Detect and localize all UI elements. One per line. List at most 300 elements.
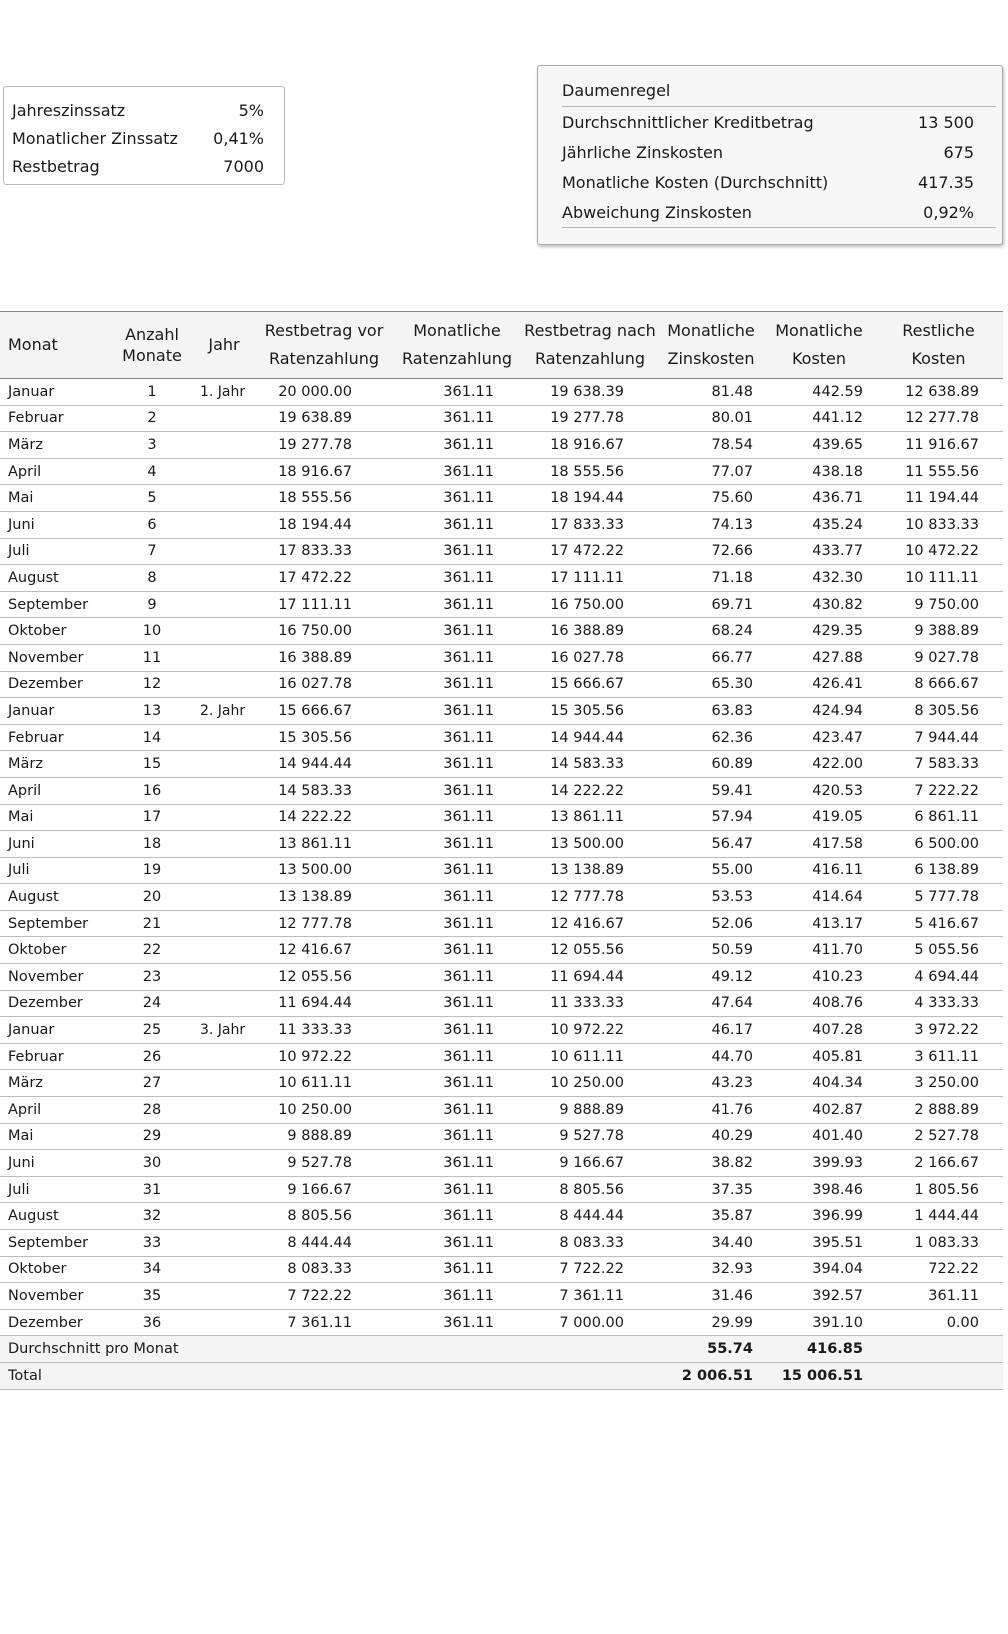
cell-installment: 361.11 bbox=[392, 591, 522, 618]
cell-balance-after: 11 694.44 bbox=[522, 964, 658, 991]
cell-count: 20 bbox=[112, 884, 192, 911]
param-label: Monatlicher Zinssatz bbox=[12, 129, 178, 148]
cell-remaining-cost: 6 138.89 bbox=[874, 857, 1003, 884]
summary-cost: 416.85 bbox=[764, 1336, 874, 1363]
cell-installment: 361.11 bbox=[392, 910, 522, 937]
cell-installment: 361.11 bbox=[392, 565, 522, 592]
cell-month: Juli bbox=[0, 538, 112, 565]
cell-interest: 32.93 bbox=[658, 1256, 764, 1283]
cell-remaining-cost: 8 305.56 bbox=[874, 698, 1003, 725]
table-row bbox=[0, 1150, 1003, 1177]
cell-balance-before: 10 611.11 bbox=[256, 1070, 392, 1097]
cell-count: 23 bbox=[112, 964, 192, 991]
cell-year bbox=[192, 724, 256, 751]
cell-balance-before: 11 333.33 bbox=[256, 1017, 392, 1044]
summary-label: Total bbox=[0, 1362, 658, 1389]
cell-interest: 75.60 bbox=[658, 485, 764, 512]
header-remaining-cost: Restliche Kosten bbox=[874, 312, 1003, 379]
table-row bbox=[0, 884, 1003, 911]
cell-year bbox=[192, 1256, 256, 1283]
cell-year bbox=[192, 831, 256, 858]
cell-monthly-cost: 407.28 bbox=[764, 1017, 874, 1044]
cell-remaining-cost: 2 166.67 bbox=[874, 1150, 1003, 1177]
cell-balance-after: 16 750.00 bbox=[522, 591, 658, 618]
summary-empty bbox=[874, 1362, 1003, 1389]
cell-month: Oktober bbox=[0, 618, 112, 645]
cell-balance-after: 10 972.22 bbox=[522, 1017, 658, 1044]
cell-month: September bbox=[0, 591, 112, 618]
cell-balance-before: 8 805.56 bbox=[256, 1203, 392, 1230]
cell-monthly-cost: 441.12 bbox=[764, 405, 874, 432]
cell-month: November bbox=[0, 964, 112, 991]
rule-value: 675 bbox=[943, 143, 974, 162]
cell-count: 29 bbox=[112, 1123, 192, 1150]
cell-interest: 34.40 bbox=[658, 1230, 764, 1257]
rule-row bbox=[562, 137, 996, 167]
cell-interest: 69.71 bbox=[658, 591, 764, 618]
table-row bbox=[0, 724, 1003, 751]
cell-balance-before: 15 305.56 bbox=[256, 724, 392, 751]
cell-balance-before: 13 861.11 bbox=[256, 831, 392, 858]
cell-monthly-cost: 416.11 bbox=[764, 857, 874, 884]
cell-month: Dezember bbox=[0, 990, 112, 1017]
cell-monthly-cost: 430.82 bbox=[764, 591, 874, 618]
rule-value: 13 500 bbox=[918, 113, 974, 132]
cell-balance-after: 8 444.44 bbox=[522, 1203, 658, 1230]
cell-monthly-cost: 424.94 bbox=[764, 698, 874, 725]
param-row-annual-rate bbox=[12, 97, 276, 125]
cell-count: 31 bbox=[112, 1176, 192, 1203]
cell-interest: 41.76 bbox=[658, 1097, 764, 1124]
cell-remaining-cost: 11 916.67 bbox=[874, 432, 1003, 459]
cell-count: 26 bbox=[112, 1043, 192, 1070]
cell-interest: 37.35 bbox=[658, 1176, 764, 1203]
table-row bbox=[0, 379, 1003, 406]
header-interest: Monatliche Zinskosten bbox=[658, 312, 764, 379]
cell-year bbox=[192, 1176, 256, 1203]
cell-year bbox=[192, 432, 256, 459]
cell-year: 3. Jahr bbox=[192, 1017, 256, 1044]
cell-month: November bbox=[0, 1283, 112, 1310]
cell-month: Februar bbox=[0, 1043, 112, 1070]
table-row bbox=[0, 1203, 1003, 1230]
cell-balance-after: 17 111.11 bbox=[522, 565, 658, 592]
cell-balance-before: 17 472.22 bbox=[256, 565, 392, 592]
cell-balance-before: 7 361.11 bbox=[256, 1309, 392, 1336]
cell-installment: 361.11 bbox=[392, 698, 522, 725]
cell-interest: 77.07 bbox=[658, 458, 764, 485]
cell-balance-after: 9 888.89 bbox=[522, 1097, 658, 1124]
cell-remaining-cost: 3 611.11 bbox=[874, 1043, 1003, 1070]
cell-installment: 361.11 bbox=[392, 538, 522, 565]
cell-year bbox=[192, 458, 256, 485]
cell-count: 3 bbox=[112, 432, 192, 459]
cell-monthly-cost: 420.53 bbox=[764, 777, 874, 804]
cell-balance-before: 14 222.22 bbox=[256, 804, 392, 831]
cell-balance-before: 16 027.78 bbox=[256, 671, 392, 698]
table-row bbox=[0, 698, 1003, 725]
cell-year bbox=[192, 538, 256, 565]
cell-installment: 361.11 bbox=[392, 724, 522, 751]
cell-month: August bbox=[0, 884, 112, 911]
cell-interest: 56.47 bbox=[658, 831, 764, 858]
cell-balance-before: 16 750.00 bbox=[256, 618, 392, 645]
table-row bbox=[0, 405, 1003, 432]
cell-interest: 62.36 bbox=[658, 724, 764, 751]
param-value: 0,41% bbox=[213, 129, 264, 148]
cell-installment: 361.11 bbox=[392, 751, 522, 778]
cell-count: 22 bbox=[112, 937, 192, 964]
table-row bbox=[0, 618, 1003, 645]
cell-balance-after: 17 472.22 bbox=[522, 538, 658, 565]
cell-balance-after: 19 277.78 bbox=[522, 405, 658, 432]
cell-month: März bbox=[0, 1070, 112, 1097]
cell-balance-before: 20 000.00 bbox=[256, 379, 392, 406]
cell-interest: 38.82 bbox=[658, 1150, 764, 1177]
cell-monthly-cost: 427.88 bbox=[764, 644, 874, 671]
cell-count: 7 bbox=[112, 538, 192, 565]
cell-remaining-cost: 3 972.22 bbox=[874, 1017, 1003, 1044]
cell-remaining-cost: 6 861.11 bbox=[874, 804, 1003, 831]
cell-count: 11 bbox=[112, 644, 192, 671]
cell-remaining-cost: 9 027.78 bbox=[874, 644, 1003, 671]
table-row bbox=[0, 671, 1003, 698]
cell-remaining-cost: 361.11 bbox=[874, 1283, 1003, 1310]
cell-count: 35 bbox=[112, 1283, 192, 1310]
cell-monthly-cost: 419.05 bbox=[764, 804, 874, 831]
rule-label: Jährliche Zinskosten bbox=[562, 143, 723, 162]
cell-balance-before: 13 500.00 bbox=[256, 857, 392, 884]
cell-monthly-cost: 408.76 bbox=[764, 990, 874, 1017]
table-header-row bbox=[0, 312, 1003, 379]
cell-monthly-cost: 414.64 bbox=[764, 884, 874, 911]
param-value: 5% bbox=[238, 101, 264, 120]
cell-balance-after: 9 527.78 bbox=[522, 1123, 658, 1150]
cell-year bbox=[192, 644, 256, 671]
table-row bbox=[0, 937, 1003, 964]
cell-installment: 361.11 bbox=[392, 1097, 522, 1124]
cell-balance-before: 8 444.44 bbox=[256, 1230, 392, 1257]
cell-installment: 361.11 bbox=[392, 990, 522, 1017]
table-row bbox=[0, 990, 1003, 1017]
rule-value: 0,92% bbox=[923, 203, 974, 222]
cell-remaining-cost: 10 472.22 bbox=[874, 538, 1003, 565]
table-row bbox=[0, 1043, 1003, 1070]
cell-interest: 72.66 bbox=[658, 538, 764, 565]
cell-interest: 81.48 bbox=[658, 379, 764, 406]
summary-empty bbox=[874, 1336, 1003, 1363]
cell-balance-after: 12 055.56 bbox=[522, 937, 658, 964]
cell-month: Mai bbox=[0, 1123, 112, 1150]
cell-balance-after: 16 027.78 bbox=[522, 644, 658, 671]
cell-monthly-cost: 410.23 bbox=[764, 964, 874, 991]
rule-label: Monatliche Kosten (Durchschnitt) bbox=[562, 173, 829, 192]
parameter-box bbox=[3, 86, 285, 185]
cell-month: Januar bbox=[0, 379, 112, 406]
cell-year bbox=[192, 485, 256, 512]
rule-value: 417.35 bbox=[918, 173, 974, 192]
cell-installment: 361.11 bbox=[392, 432, 522, 459]
cell-balance-before: 18 194.44 bbox=[256, 511, 392, 538]
cell-month: April bbox=[0, 458, 112, 485]
cell-month: Oktober bbox=[0, 937, 112, 964]
cell-balance-before: 14 944.44 bbox=[256, 751, 392, 778]
cell-remaining-cost: 1 083.33 bbox=[874, 1230, 1003, 1257]
cell-count: 25 bbox=[112, 1017, 192, 1044]
cell-interest: 57.94 bbox=[658, 804, 764, 831]
table-row bbox=[0, 1097, 1003, 1124]
table-row bbox=[0, 804, 1003, 831]
table-row bbox=[0, 1309, 1003, 1336]
cell-balance-before: 17 111.11 bbox=[256, 591, 392, 618]
cell-month: Mai bbox=[0, 485, 112, 512]
cell-balance-before: 9 166.67 bbox=[256, 1176, 392, 1203]
cell-count: 36 bbox=[112, 1309, 192, 1336]
cell-balance-before: 13 138.89 bbox=[256, 884, 392, 911]
cell-year bbox=[192, 405, 256, 432]
cell-remaining-cost: 10 833.33 bbox=[874, 511, 1003, 538]
cell-installment: 361.11 bbox=[392, 458, 522, 485]
cell-remaining-cost: 11 555.56 bbox=[874, 458, 1003, 485]
cell-year bbox=[192, 1309, 256, 1336]
cell-balance-before: 12 416.67 bbox=[256, 937, 392, 964]
rule-row bbox=[562, 107, 996, 137]
cell-monthly-cost: 422.00 bbox=[764, 751, 874, 778]
cell-monthly-cost: 401.40 bbox=[764, 1123, 874, 1150]
cell-monthly-cost: 396.99 bbox=[764, 1203, 874, 1230]
cell-monthly-cost: 426.41 bbox=[764, 671, 874, 698]
cell-remaining-cost: 12 638.89 bbox=[874, 379, 1003, 406]
cell-count: 8 bbox=[112, 565, 192, 592]
cell-count: 28 bbox=[112, 1097, 192, 1124]
cell-interest: 74.13 bbox=[658, 511, 764, 538]
cell-installment: 361.11 bbox=[392, 644, 522, 671]
cell-month: Juni bbox=[0, 1150, 112, 1177]
cell-monthly-cost: 417.58 bbox=[764, 831, 874, 858]
cell-balance-after: 13 138.89 bbox=[522, 857, 658, 884]
cell-remaining-cost: 7 583.33 bbox=[874, 751, 1003, 778]
cell-remaining-cost: 2 888.89 bbox=[874, 1097, 1003, 1124]
cell-interest: 55.00 bbox=[658, 857, 764, 884]
cell-balance-after: 7 722.22 bbox=[522, 1256, 658, 1283]
cell-month: April bbox=[0, 777, 112, 804]
cell-count: 12 bbox=[112, 671, 192, 698]
cell-interest: 78.54 bbox=[658, 432, 764, 459]
cell-balance-after: 10 250.00 bbox=[522, 1070, 658, 1097]
cell-month: April bbox=[0, 1097, 112, 1124]
cell-remaining-cost: 2 527.78 bbox=[874, 1123, 1003, 1150]
table-row bbox=[0, 565, 1003, 592]
cell-month: Januar bbox=[0, 1017, 112, 1044]
cell-interest: 59.41 bbox=[658, 777, 764, 804]
cell-month: Februar bbox=[0, 405, 112, 432]
cell-balance-before: 12 777.78 bbox=[256, 910, 392, 937]
table-row bbox=[0, 1283, 1003, 1310]
cell-remaining-cost: 1 805.56 bbox=[874, 1176, 1003, 1203]
cell-month: Februar bbox=[0, 724, 112, 751]
table-row bbox=[0, 831, 1003, 858]
table-row bbox=[0, 1070, 1003, 1097]
cell-year: 2. Jahr bbox=[192, 698, 256, 725]
cell-year bbox=[192, 1283, 256, 1310]
cell-remaining-cost: 0.00 bbox=[874, 1309, 1003, 1336]
table-row bbox=[0, 1176, 1003, 1203]
cell-remaining-cost: 5 055.56 bbox=[874, 937, 1003, 964]
cell-monthly-cost: 433.77 bbox=[764, 538, 874, 565]
cell-monthly-cost: 394.04 bbox=[764, 1256, 874, 1283]
cell-year bbox=[192, 1203, 256, 1230]
cell-count: 27 bbox=[112, 1070, 192, 1097]
cell-balance-after: 7 361.11 bbox=[522, 1283, 658, 1310]
cell-remaining-cost: 6 500.00 bbox=[874, 831, 1003, 858]
cell-installment: 361.11 bbox=[392, 884, 522, 911]
cell-installment: 361.11 bbox=[392, 777, 522, 804]
cell-installment: 361.11 bbox=[392, 1123, 522, 1150]
cell-year bbox=[192, 937, 256, 964]
table-row bbox=[0, 910, 1003, 937]
cell-count: 33 bbox=[112, 1230, 192, 1257]
param-label: Jahreszinssatz bbox=[12, 101, 126, 120]
cell-monthly-cost: 442.59 bbox=[764, 379, 874, 406]
cell-month: September bbox=[0, 1230, 112, 1257]
cell-balance-after: 9 166.67 bbox=[522, 1150, 658, 1177]
cell-year bbox=[192, 618, 256, 645]
cell-installment: 361.11 bbox=[392, 964, 522, 991]
cell-count: 18 bbox=[112, 831, 192, 858]
cell-balance-after: 14 222.22 bbox=[522, 777, 658, 804]
cell-count: 15 bbox=[112, 751, 192, 778]
cell-interest: 31.46 bbox=[658, 1283, 764, 1310]
cell-balance-after: 15 666.67 bbox=[522, 671, 658, 698]
cell-monthly-cost: 436.71 bbox=[764, 485, 874, 512]
amortization-table bbox=[0, 311, 1003, 1390]
cell-monthly-cost: 411.70 bbox=[764, 937, 874, 964]
cell-balance-after: 18 916.67 bbox=[522, 432, 658, 459]
rule-label: Durchschnittlicher Kreditbetrag bbox=[562, 113, 814, 132]
cell-balance-after: 8 805.56 bbox=[522, 1176, 658, 1203]
cell-balance-before: 8 083.33 bbox=[256, 1256, 392, 1283]
cell-balance-before: 19 277.78 bbox=[256, 432, 392, 459]
cell-installment: 361.11 bbox=[392, 671, 522, 698]
average-row bbox=[0, 1336, 1003, 1363]
table-row bbox=[0, 964, 1003, 991]
cell-remaining-cost: 12 277.78 bbox=[874, 405, 1003, 432]
param-row-remaining bbox=[12, 153, 276, 181]
cell-month: August bbox=[0, 565, 112, 592]
cell-monthly-cost: 395.51 bbox=[764, 1230, 874, 1257]
cell-interest: 29.99 bbox=[658, 1309, 764, 1336]
table-row bbox=[0, 485, 1003, 512]
cell-remaining-cost: 9 750.00 bbox=[874, 591, 1003, 618]
cell-remaining-cost: 4 333.33 bbox=[874, 990, 1003, 1017]
table-row bbox=[0, 1123, 1003, 1150]
cell-count: 4 bbox=[112, 458, 192, 485]
cell-installment: 361.11 bbox=[392, 1230, 522, 1257]
param-row-monthly-rate bbox=[12, 125, 276, 153]
rule-of-thumb-box bbox=[537, 65, 1003, 245]
cell-month: März bbox=[0, 432, 112, 459]
header-month: Monat bbox=[0, 312, 112, 379]
cell-month: November bbox=[0, 644, 112, 671]
cell-installment: 361.11 bbox=[392, 831, 522, 858]
cell-year bbox=[192, 1097, 256, 1124]
cell-month: Juni bbox=[0, 831, 112, 858]
cell-balance-after: 15 305.56 bbox=[522, 698, 658, 725]
cell-interest: 71.18 bbox=[658, 565, 764, 592]
summary-cost: 15 006.51 bbox=[764, 1362, 874, 1389]
header-monthly-cost: Monatliche Kosten bbox=[764, 312, 874, 379]
cell-month: Juli bbox=[0, 1176, 112, 1203]
cell-interest: 49.12 bbox=[658, 964, 764, 991]
cell-balance-before: 10 972.22 bbox=[256, 1043, 392, 1070]
cell-year bbox=[192, 990, 256, 1017]
cell-year bbox=[192, 1043, 256, 1070]
cell-balance-before: 11 694.44 bbox=[256, 990, 392, 1017]
param-label: Restbetrag bbox=[12, 157, 100, 176]
cell-month: März bbox=[0, 751, 112, 778]
cell-month: August bbox=[0, 1203, 112, 1230]
cell-year bbox=[192, 857, 256, 884]
cell-installment: 361.11 bbox=[392, 1203, 522, 1230]
cell-remaining-cost: 1 444.44 bbox=[874, 1203, 1003, 1230]
cell-year bbox=[192, 671, 256, 698]
param-value: 7000 bbox=[223, 157, 264, 176]
rule-label: Abweichung Zinskosten bbox=[562, 203, 752, 222]
cell-interest: 53.53 bbox=[658, 884, 764, 911]
cell-interest: 43.23 bbox=[658, 1070, 764, 1097]
cell-month: Juni bbox=[0, 511, 112, 538]
cell-installment: 361.11 bbox=[392, 1150, 522, 1177]
cell-installment: 361.11 bbox=[392, 485, 522, 512]
cell-count: 13 bbox=[112, 698, 192, 725]
cell-year bbox=[192, 751, 256, 778]
cell-remaining-cost: 722.22 bbox=[874, 1256, 1003, 1283]
cell-remaining-cost: 7 944.44 bbox=[874, 724, 1003, 751]
header-balance-after: Restbetrag nach Ratenzahlung bbox=[522, 312, 658, 379]
cell-balance-after: 7 000.00 bbox=[522, 1309, 658, 1336]
cell-balance-after: 14 583.33 bbox=[522, 751, 658, 778]
table-row bbox=[0, 1230, 1003, 1257]
cell-month: September bbox=[0, 910, 112, 937]
cell-count: 30 bbox=[112, 1150, 192, 1177]
cell-monthly-cost: 413.17 bbox=[764, 910, 874, 937]
cell-balance-after: 14 944.44 bbox=[522, 724, 658, 751]
table-row bbox=[0, 458, 1003, 485]
cell-balance-after: 16 388.89 bbox=[522, 618, 658, 645]
cell-year bbox=[192, 884, 256, 911]
cell-installment: 361.11 bbox=[392, 1070, 522, 1097]
header-year: Jahr bbox=[192, 312, 256, 379]
cell-year bbox=[192, 1230, 256, 1257]
cell-balance-before: 10 250.00 bbox=[256, 1097, 392, 1124]
table-row bbox=[0, 538, 1003, 565]
cell-remaining-cost: 5 777.78 bbox=[874, 884, 1003, 911]
rule-row bbox=[562, 197, 996, 228]
cell-balance-before: 19 638.89 bbox=[256, 405, 392, 432]
cell-remaining-cost: 7 222.22 bbox=[874, 777, 1003, 804]
cell-installment: 361.11 bbox=[392, 618, 522, 645]
cell-balance-after: 13 861.11 bbox=[522, 804, 658, 831]
cell-balance-after: 17 833.33 bbox=[522, 511, 658, 538]
cell-year bbox=[192, 777, 256, 804]
cell-month: Dezember bbox=[0, 1309, 112, 1336]
cell-remaining-cost: 4 694.44 bbox=[874, 964, 1003, 991]
cell-balance-after: 13 500.00 bbox=[522, 831, 658, 858]
cell-year bbox=[192, 565, 256, 592]
table-row bbox=[0, 1256, 1003, 1283]
cell-year bbox=[192, 910, 256, 937]
cell-remaining-cost: 5 416.67 bbox=[874, 910, 1003, 937]
